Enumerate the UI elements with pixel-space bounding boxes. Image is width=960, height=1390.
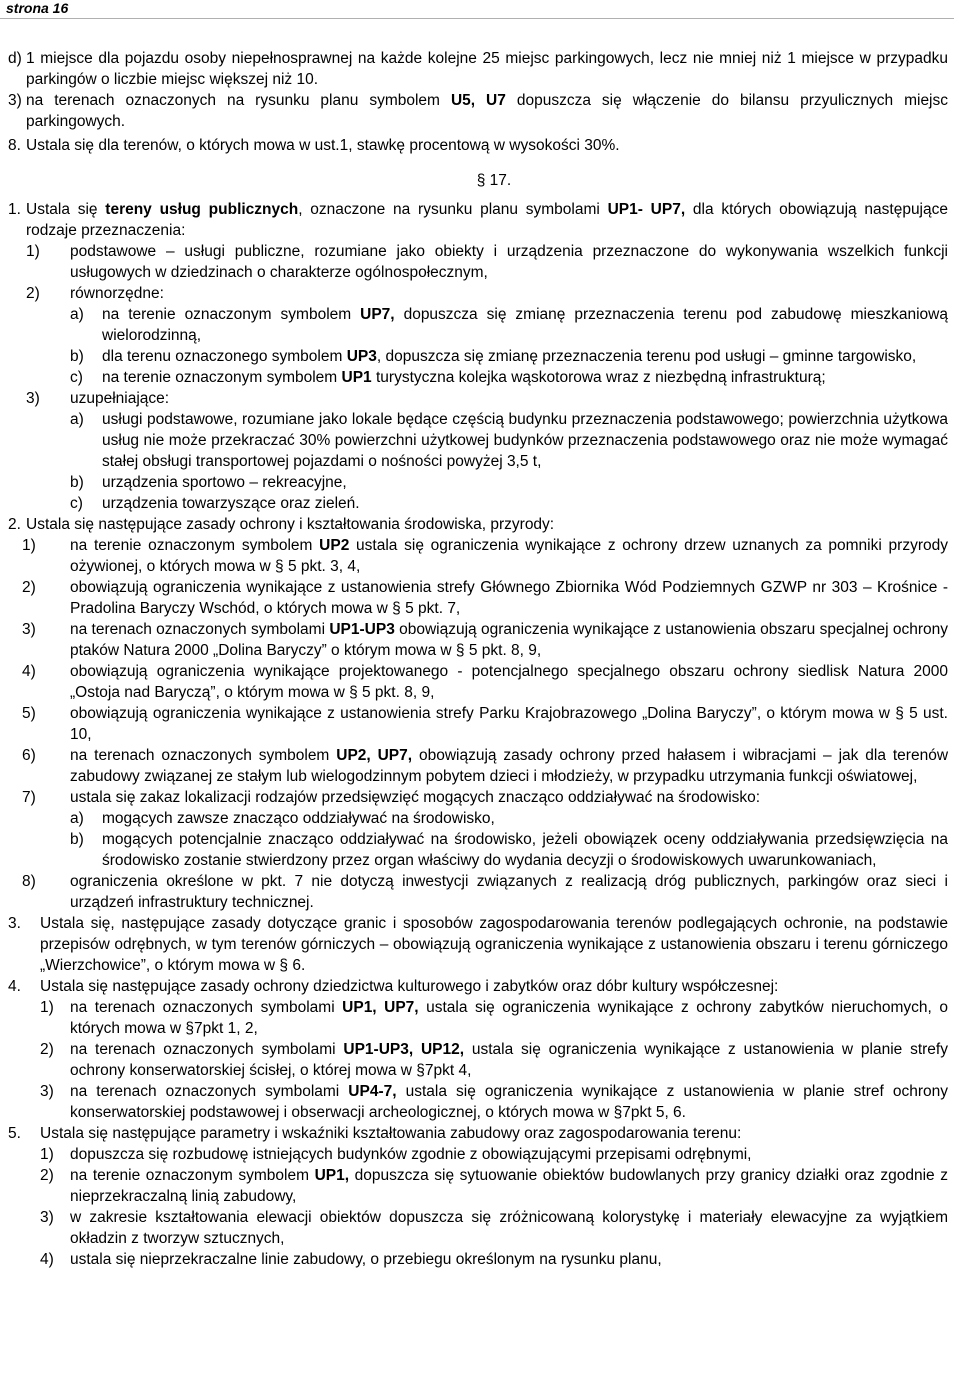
list-item: 1) podstawowe – usługi publiczne, rozumiane jako obiekty i urządzenia przeznaczone do wykonywania wszelkich funkcji usługowych w dziedzinach o charakterze ogólnospołecznym, <box>26 243 948 281</box>
paragraph-number: 3. <box>8 915 21 932</box>
list-item: 3) na terenach oznaczonych symbolami UP1-UP3 obowiązują ograniczenia wynikające z ustanowienia obszaru specjalnej ochrony ptaków Natura 2000 „Dolina Baryczy” o którym mowa w § 5 pkt. 8, 9, <box>22 621 948 659</box>
section-heading: § 17. <box>476 172 512 189</box>
list-item: 1) na terenie oznaczonym symbolem UP2 ustala się ograniczenia wynikające z ochrony drzew uznanych za pomniki przyrody ożywionej, o których mowa w § 5 pkt. 3, 4, <box>22 537 948 575</box>
list-item <box>0 135 948 156</box>
list-item: 1) dopuszcza się rozbudowę istniejących budynków zgodnie z obowiązującymi przepisami odrębnymi, <box>40 1146 752 1163</box>
list-item: b) dla terenu oznaczonego symbolem UP3, dopuszcza się zmianę przeznaczenia terenu pod usługi – gminne targowisko, <box>70 348 917 365</box>
list-item <box>0 48 948 90</box>
document-body <box>0 48 948 1270</box>
paragraph-3: 3. Ustala się, następujące zasady dotyczące granic i sposobów zagospodarowania terenów podlegających ochronie, na podstawie przepisów odrębnych, w tym terenów górniczych – obowiązują ograniczenia wynikające z ustanowienia obszaru i terenu górniczego „Wierzchowice”, o którym mowa w § 6. <box>8 915 948 974</box>
paragraph-1: 1. Ustala się tereny usług publicznych, oznaczone na rysunku planu symbolami UP1- UP7, dla których obowiązują następujące rodzaje przeznaczenia: <box>8 201 948 239</box>
paragraph-4: 4. Ustala się następujące zasady ochrony dziedzictwa kulturowego i zabytków oraz dóbr kultury współczesnej: <box>8 978 779 995</box>
list-item: 7) ustala się zakaz lokalizacji rodzajów przedsięwzięć mogących znacząco oddziaływać na środowisko: <box>22 789 761 806</box>
paragraph-5: 5. Ustala się następujące parametry i wskaźniki kształtowania zabudowy oraz zagospodarowania terenu: <box>8 1125 742 1142</box>
list-item: 8) ograniczenia określone w pkt. 7 nie dotyczą inwestycji związanych z realizacją dróg publicznych, parkingów oraz sieci i urządzeń infrastruktury technicznej. <box>22 873 948 911</box>
list-item: 2) na terenie oznaczonym symbolem UP1, dopuszcza się sytuowanie obiektów budowlanych przy granicy działki oraz zgodnie z nieprzekraczalną linią zabudowy, <box>40 1167 948 1205</box>
list-item: c) na terenie oznaczonym symbolem UP1 turystyczna kolejka wąskotorowa wraz z niezbędną infrastrukturą; <box>70 369 826 386</box>
item-label: 8. <box>8 137 21 154</box>
paragraph-number: 2. <box>8 516 21 533</box>
list-item: b) urządzenia sportowo – rekreacyjne, <box>70 474 347 491</box>
paragraph-number: 1. <box>8 201 21 218</box>
page-number: strona 16 <box>6 0 69 16</box>
list-item: 2) równorzędne: <box>26 285 164 302</box>
list-item: a) usługi podstawowe, rozumiane jako lokale będące częścią budynku przeznaczenia podstawowego; powierzchnia użytkowa usług nie może przekraczać 30% powierzchni użytkowej budynków przeznaczenia podstawowego oraz nie może wymagać stałej obsługi transportowej pojazdami o nośności powyżej 3,5 t, <box>70 411 948 470</box>
list-item: 3) na terenach oznaczonych symbolami UP4-7, ustala się ograniczenia wynikające z ustanowienia w planie stref ochrony konserwatorskiej podstawowej i obserwacji archeologicznej, o których mowa w §7pkt 5, 6. <box>40 1083 948 1121</box>
item-text: 1 miejsce dla pojazdu osoby niepełnosprawnej na każde kolejne 25 miejsc parkingowych, lecz nie mniej niż 1 miejsce w przypadku parkingów o liczbie miejsc większej niż 10. <box>26 50 948 88</box>
list-item: a) na terenie oznaczonym symbolem UP7, dopuszcza się zmianę przeznaczenia terenu pod zabudowę mieszkaniową wielorodzinną, <box>70 306 948 344</box>
list-item: b) mogących potencjalnie znacząco oddziaływać na środowisko, jeżeli obowiązek oceny oddziaływania przedsięwzięcia na środowisko zostanie stwierdzony przez organ właściwy do wydania decyzji o środowiskowych uwarunkowaniach, <box>70 831 948 869</box>
list-item: 3) uzupełniające: <box>26 390 170 407</box>
paragraph-number: 5. <box>8 1125 21 1142</box>
paragraph-number: 4. <box>8 978 21 995</box>
list-item: 1) na terenach oznaczonych symbolami UP1, UP7, ustala się ograniczenia wynikające z ochrony zabytków nieruchomych, o których mowa w §7pkt 1, 2, <box>40 999 948 1037</box>
list-item: 5) obowiązują ograniczenia wynikające z ustanowienia strefy Parku Krajobrazowego „Dolina Baryczy”, o którym mowa w § 5 ust. 10, <box>22 705 948 743</box>
item-label: 3) <box>8 92 22 109</box>
list-item: 4) ustala się nieprzekraczalne linie zabudowy, o przebiegu określonym na rysunku planu, <box>40 1251 662 1268</box>
page-header <box>0 0 954 19</box>
item-text: Ustala się dla terenów, o których mowa w ust.1, stawkę procentową w wysokości 30%. <box>26 137 620 154</box>
paragraph-2: 2. Ustala się następujące zasady ochrony i kształtowania środowiska, przyrody: <box>8 516 555 533</box>
list-item: 3) w zakresie kształtowania elewacji obiektów dopuszcza się zróżnicowaną kolorystykę i materiały elewacyjne za wyjątkiem okładzin z tworzyw sztucznych, <box>40 1209 948 1247</box>
list-item: 6) na terenach oznaczonych symbolem UP2, UP7, obowiązują zasady ochrony przed hałasem i wibracjami – jak dla terenów zabudowy związanej ze stałym lub wielogodzinnym pobytem dzieci i młodzieży, w przypadku utrzymania funkcji oświatowej, <box>22 747 949 785</box>
item-label: d) <box>8 50 22 67</box>
list-item: 2) obowiązują ograniczenia wynikające z ustanowienia strefy Głównego Zbiornika Wód Podziemnych GZWP nr 303 – Krośnice - Pradolina Baryczy Wschód, o których mowa w § 5 pkt. 7, <box>22 579 948 617</box>
list-item: c) urządzenia towarzyszące oraz zieleń. <box>70 495 360 512</box>
list-item: 2) na terenach oznaczonych symbolami UP1-UP3, UP12, ustala się ograniczenia wynikające z ustanowienia w planie strefy ochrony konserwatorskiej ścisłej, o której mowa w §7pkt 4, <box>40 1041 948 1079</box>
list-item: a) mogących zawsze znacząco oddziaływać na środowisko, <box>70 810 495 827</box>
list-item: 3) na terenach oznaczonych na rysunku planu symbolem U5, U7 dopuszcza się włączenie do bilansu przyulicznych miejsc parkingowych. <box>8 92 949 130</box>
list-item: 4) obowiązują ograniczenia wynikające projektowanego - potencjalnego specjalnego obszaru ochrony siedlisk Natura 2000 „Ostoja nad Baryczą”, o którym mowa w § 5 pkt. 8, 9, <box>22 663 948 701</box>
